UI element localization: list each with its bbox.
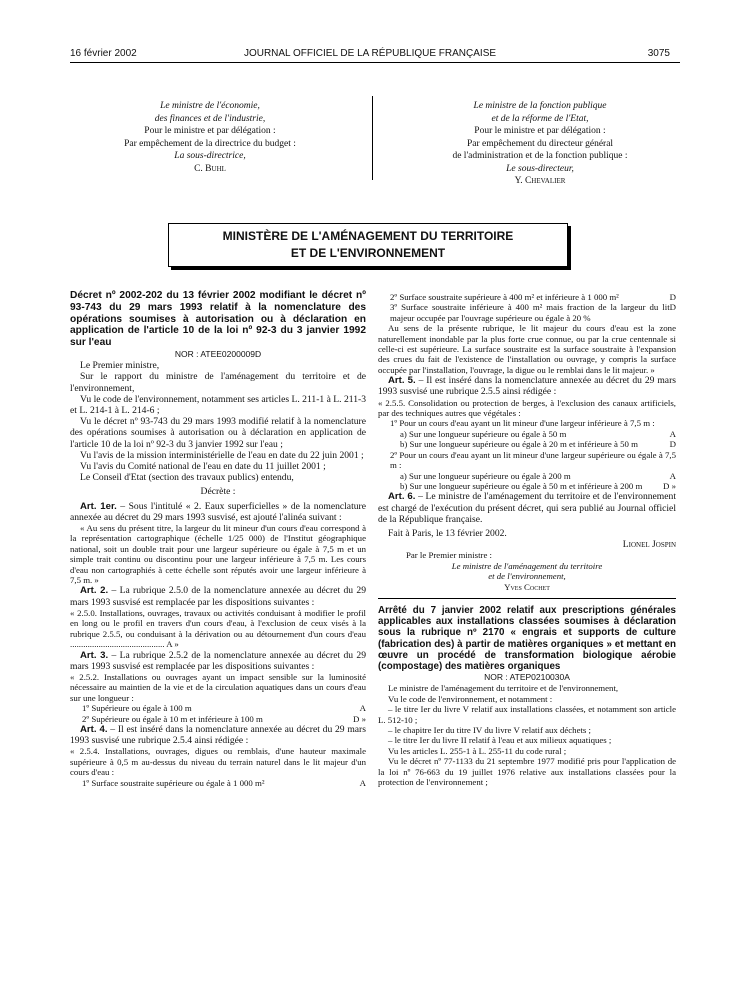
article-head: Art. 1er. xyxy=(80,500,117,512)
sig-line: Par empêchement de la directrice du budget : xyxy=(124,138,296,149)
article-4 xyxy=(70,724,366,746)
article-text: – Le ministre de l'aménagement du territoire et de l'environnement est chargé de l'exécution du présent décret, qui sera publié au Journal officiel de la République française. xyxy=(378,491,676,525)
right-column xyxy=(378,292,676,787)
nor-reference: NOR : ATEP0210030A xyxy=(484,672,570,683)
sig-line: Pour le ministre et par délégation : xyxy=(474,126,606,136)
article-head: Art. 6. xyxy=(388,491,416,503)
article-text: – La rubrique 2.5.2 de la nomenclature annexée au décret du 29 mars 1993 susvisé est remplacée par les dispositions suivantes : xyxy=(70,649,366,672)
header-date: 16 février 2002 xyxy=(70,48,137,59)
nor-reference: NOR : ATEE0200009D xyxy=(174,348,262,359)
sig-line: La sous-directrice, xyxy=(174,151,246,161)
left-column xyxy=(70,290,366,788)
decree-title: Décret nº 2002-202 du 13 février 2002 modifiant le décret nº 93-743 du 29 mars 1993 relatif à la nomenclature des opérations soumises à autorisation ou à déclaration en application de l'article 10 de la loi nº 92-3 du 3 janvier 1992 sur l'eau xyxy=(70,290,366,349)
page-number: 3075 xyxy=(647,48,670,59)
signature-left xyxy=(70,100,350,175)
item xyxy=(378,429,676,439)
header-rule xyxy=(70,62,680,63)
minister-name: Yves Cochet xyxy=(504,581,550,592)
article-1 xyxy=(70,501,366,523)
item xyxy=(378,481,676,491)
paragraph: Vu les articles L. 255-1 à L. 255-11 du code rural ; xyxy=(388,745,567,756)
par-pm: Par le Premier ministre : xyxy=(406,550,492,561)
item: 1º Pour un cours d'eau ayant un lit mineur d'une largeur inférieure à 7,5 m : xyxy=(390,418,655,429)
paragraph: Vu le décret nº 77-1133 du 21 septembre 1977 modifié pris pour l'application de la loi nº 76-663 du 19 juillet 1976 relative aux installations classées pour la protection de l'environnement ; xyxy=(378,756,676,788)
minister-title: Le ministre de l'aménagement du territoire xyxy=(451,560,603,571)
article-head: Art. 2. xyxy=(80,585,109,597)
item xyxy=(70,714,366,724)
regime: A xyxy=(669,470,676,481)
item xyxy=(70,778,366,788)
paragraph: Le ministre de l'aménagement du territoire et de l'environnement, xyxy=(388,683,619,694)
item-text: 2º Supérieure ou égale à 10 m et inférieure à 100 m xyxy=(82,713,263,724)
item-text: b) Sur une longueur supérieure ou égale à 20 m et inférieure à 50 m xyxy=(400,439,638,450)
article-text: – La rubrique 2.5.0 de la nomenclature annexée au décret du 29 mars 1993 susvisé est remplacée par les dispositions suivantes : xyxy=(70,585,366,608)
paragraph: – le chapitre Ier du titre IV du livre V relatif aux déchets ; xyxy=(388,725,591,735)
article-text: – Il est inséré dans la nomenclature annexée au décret du 29 mars 1993 susvisé une rubrique 2.5.4 ainsi rédigée : xyxy=(70,723,366,747)
article-2 xyxy=(70,585,366,607)
quote: « 2.5.0. Installations, ouvrages, travaux ou activités conduisant à modifier le profil en long ou le profil en travers d'un cours d'eau, à l'exclusion de ceux visés à la rubrique 2.5.5, ou conduisant à la dérivation ou au détournement d'un cours d'eau ........................................... A » xyxy=(70,607,366,650)
quote: « 2.5.2. Installations ou ouvrages ayant un impact sensible sur la luminosité nécessaire au maintien de la vie et de la circulation aquatiques dans un cours d'eau sur une longueur : xyxy=(70,671,366,703)
paragraph: Vu l'avis de la mission interministérielle de l'eau en date du 22 juin 2001 ; xyxy=(80,449,364,461)
signer-name: Lionel Jospin xyxy=(622,539,676,551)
article-head: Art. 5. xyxy=(388,375,416,387)
item xyxy=(378,471,676,481)
regime: D xyxy=(669,439,676,450)
article-text: – Il est inséré dans la nomenclature annexée au décret du 29 mars 1993 susvisé une rubrique 2.5.5 ainsi rédigée : xyxy=(378,375,676,398)
paragraph: – le titre Ier du livre V relatif aux installations classées, et notamment son article L. 512-10 ; xyxy=(378,704,676,725)
section-rule xyxy=(378,598,676,599)
regime: D xyxy=(669,292,676,302)
item-text: 1º Surface soustraite supérieure ou égale à 1 000 m² xyxy=(82,777,265,788)
arrete-title: Arrêté du 7 janvier 2002 relatif aux prescriptions générales applicables aux installations classées soumises à déclaration sous la rubrique nº 2170 « engrais et supports de culture (fabrication des) à partir de matières organiques » et mettant en œuvre un procédé de transformation biologique aérobie (compostage) des matières organiques xyxy=(378,604,676,672)
signature-right xyxy=(395,100,685,188)
item-text: b) Sur une longueur supérieure ou égale à 50 m et inférieure à 200 m xyxy=(400,480,643,491)
item xyxy=(378,302,676,323)
sig-name: C. Buhl xyxy=(194,163,226,174)
sig-line: Le ministre de l'économie, xyxy=(160,101,260,111)
ministry-line: MINISTÈRE DE L'AMÉNAGEMENT DU TERRITOIRE xyxy=(222,229,514,243)
item xyxy=(378,439,676,449)
paragraph: Au sens de la présente rubrique, le lit majeur du cours d'eau est la zone naturellement inondable par la plus forte crue connue, ou par la crue centennale si celle-ci est supérieure. La surface soustraite est la surface soustraite à l'expansion des crues du fait de l'existence de l'installation ou ouvrage, y compris la surface occupée par l'installation, l'ouvrage, la digue ou le remblai dans le lit majeur. » xyxy=(378,323,676,375)
paragraph: Sur le rapport du ministre de l'aménagement du territoire et de l'environnement, xyxy=(70,371,366,394)
fait: Fait à Paris, le 13 février 2002. xyxy=(388,527,507,539)
regime: A » xyxy=(166,639,179,650)
article-head: Art. 3. xyxy=(80,649,109,661)
sig-line: Le ministre de la fonction publique xyxy=(473,101,607,111)
article-text: – Sous l'intitulé « 2. Eaux superficielles » de la nomenclature annexée au décret du 29 mars 1993 susvisé, est ajouté l'alinéa suivant : xyxy=(70,500,366,523)
item-text: a) Sur une longueur supérieure ou égale à 200 m xyxy=(400,470,571,481)
decrete: Décrète : xyxy=(200,486,236,498)
sig-line: et de la réforme de l'Etat, xyxy=(491,113,589,124)
article-head: Art. 4. xyxy=(80,723,108,735)
ministry-banner xyxy=(168,223,568,267)
paragraph: Le Conseil d'Etat (section des travaux publics) entendu, xyxy=(80,472,294,484)
regime: A xyxy=(359,777,366,788)
regime: D xyxy=(669,302,676,313)
column-divider xyxy=(372,96,373,180)
item-text: 2º Surface soustraite supérieure à 400 m² et inférieure à 1 000 m² xyxy=(390,292,619,302)
paragraph: Le Premier ministre, xyxy=(80,360,160,372)
quote: « Au sens du présent titre, la largeur du lit mineur d'un cours d'eau correspond à la représentation cartographique (échelle 1/25 000) de l'Institut géographique national, soit un double trait pour une largeur supérieure ou égale à 7,5 m et un simple trait continu ou discontinu pour une largeur inférieure à 7,5 m. Les cours d'eau non cartographiés à cette échelle sont réputés avoir une largeur inférieure à 7,5 m. » xyxy=(70,523,366,586)
item-text: 1º Supérieure ou égale à 100 m xyxy=(82,703,192,714)
journal-title: JOURNAL OFFICIEL DE LA RÉPUBLIQUE FRANÇAISE xyxy=(243,48,497,59)
sig-line: des finances et de l'industrie, xyxy=(154,113,266,124)
paragraph: – le titre Ier du livre II relatif à l'eau et aux milieux aquatiques ; xyxy=(388,735,612,746)
regime: A xyxy=(359,703,366,714)
item xyxy=(70,703,366,713)
regime: D » xyxy=(663,480,676,491)
item-text: a) Sur une longueur supérieure ou égale à 50 m xyxy=(400,428,567,439)
regime: D » xyxy=(353,713,366,724)
sig-line: Pour le ministre et par délégation : xyxy=(144,126,276,136)
quote: « 2.5.4. Installations, ouvrages, digues ou remblais, d'une hauteur maximale supérieure à 0,5 m au-dessus du niveau du terrain naturel dans le lit majeur d'un cours d'eau : xyxy=(70,746,366,778)
paragraph: Vu le décret nº 93-743 du 29 mars 1993 modifié relatif à la nomenclature des opérations soumises à autorisation ou à déclaration en application de l'article 10 de la loi nº 92-3 du 3 janvier 1992 sur l'eau ; xyxy=(70,416,366,450)
item: 2º Pour un cours d'eau ayant un lit mineur d'une largeur supérieure ou égale à 7,5 m : xyxy=(390,449,676,471)
regime: A xyxy=(669,428,676,439)
sig-name: Y. Chevalier xyxy=(514,176,566,186)
item xyxy=(378,292,676,302)
quote-text: « 2.5.0. Installations, ouvrages, travaux ou activités conduisant à modifier le profil en long ou le profil en travers d'un cours d'eau, à l'exclusion de ceux visés à la rubrique 2.5.5, ou conduisant à la dérivation ou au détournement d'un cours d'eau xyxy=(70,607,366,639)
sig-line: Par empêchement du directeur général xyxy=(466,138,614,149)
sig-line: de l'administration et de la fonction publique : xyxy=(452,151,628,161)
ministry-line: ET DE L'ENVIRONNEMENT xyxy=(290,246,446,260)
article-5 xyxy=(378,375,676,397)
paragraph: Vu le code de l'environnement, et notamment : xyxy=(388,693,553,704)
article-3 xyxy=(70,650,366,672)
article-6 xyxy=(378,491,676,525)
minister-title: et de l'environnement, xyxy=(488,571,566,582)
quote: « 2.5.5. Consolidation ou protection de berges, à l'exclusion des canaux artificiels, par des techniques autres que végétales : xyxy=(378,397,676,419)
item-text: 3º Surface soustraite inférieure à 400 m² mais fraction de la largeur du lit majeur occupée par l'ouvrage supérieure ou égale à 20 % xyxy=(390,302,670,323)
paragraph: Vu l'avis du Comité national de l'eau en date du 11 juillet 2001 ; xyxy=(80,461,326,473)
sig-line: Le sous-directeur, xyxy=(506,163,574,174)
paragraph: Vu le code de l'environnement, notamment ses articles L. 211-1 à L. 211-3 et L. 214-1 à L. 214-6 ; xyxy=(70,393,366,416)
